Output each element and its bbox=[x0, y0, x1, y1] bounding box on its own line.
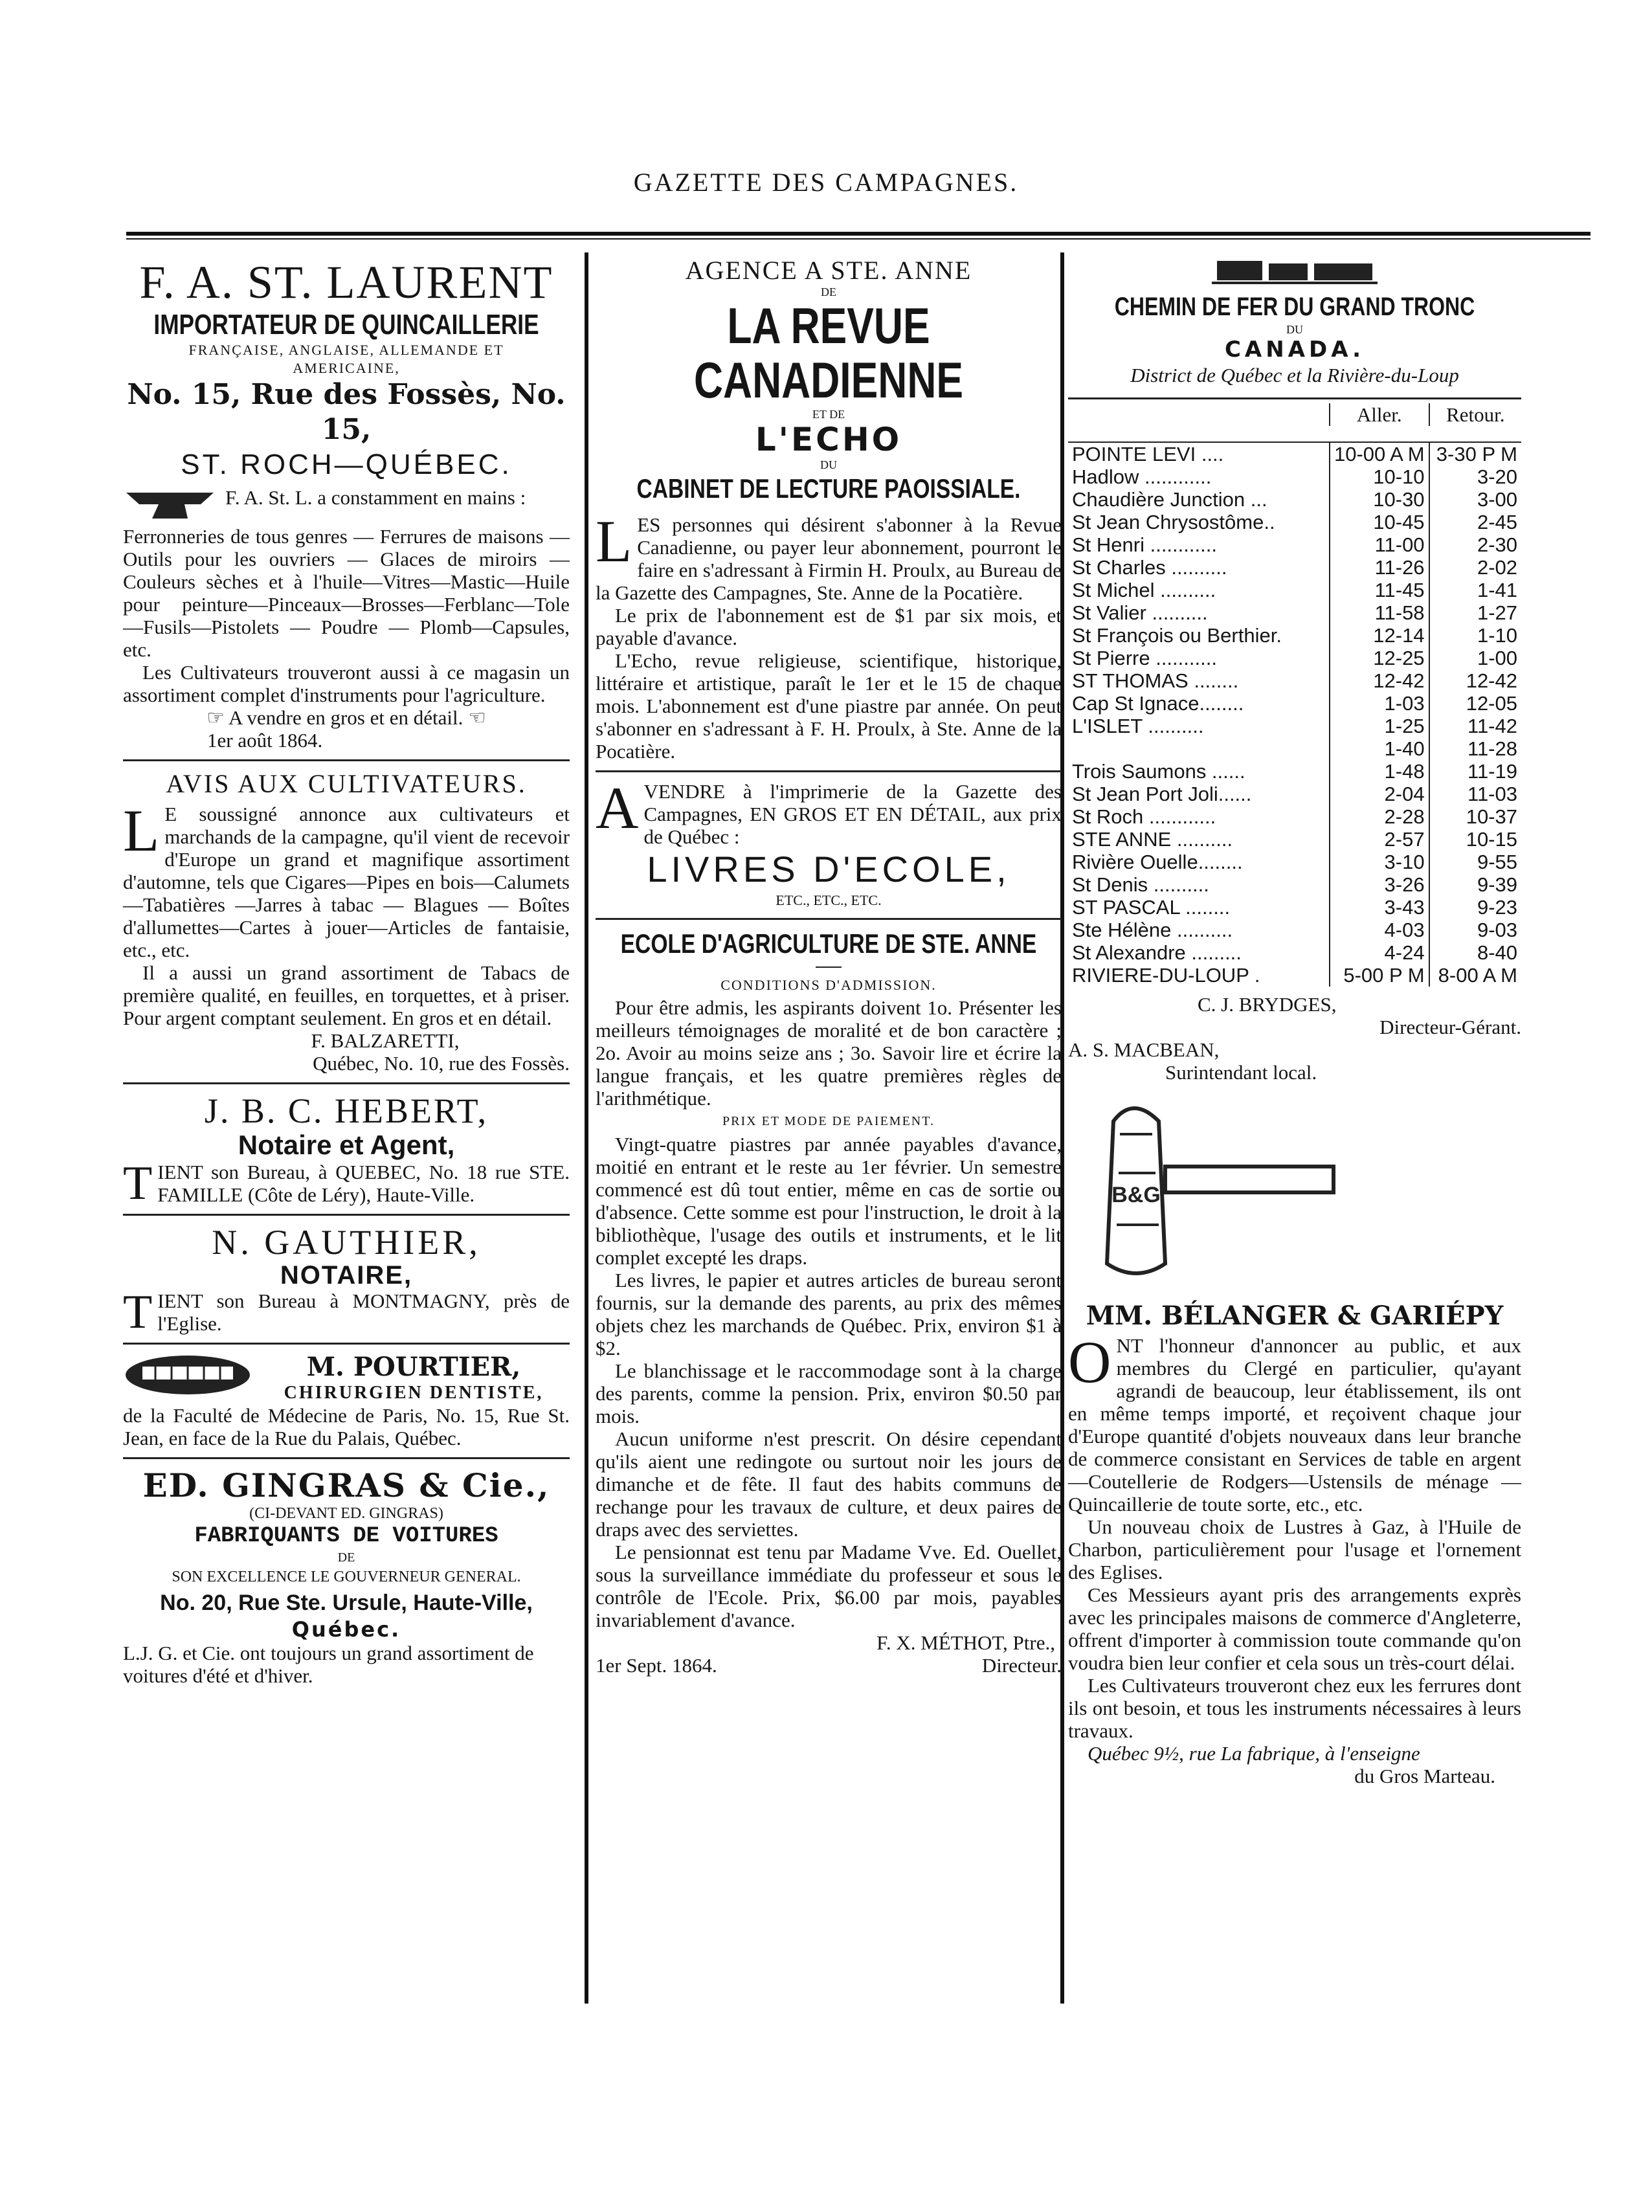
agence-du: DU bbox=[820, 458, 837, 471]
timetable-retour: 3-30 P M bbox=[1429, 442, 1521, 465]
agence-etde: ET DE bbox=[812, 408, 845, 421]
timetable-aller: 1-03 bbox=[1330, 692, 1429, 715]
timetable-retour: 3-00 bbox=[1429, 488, 1521, 511]
timetable-row bbox=[1068, 442, 1521, 465]
laurent-name: F. A. ST. LAURENT bbox=[139, 256, 553, 308]
divider bbox=[123, 1457, 570, 1459]
hebert-body bbox=[123, 1157, 570, 1210]
short-rule bbox=[816, 966, 842, 968]
timetable-station: Trois Saumons ...... bbox=[1072, 760, 1245, 783]
timetable-retour: 9-23 bbox=[1429, 896, 1521, 919]
livres-title: LIVRES D'ECOLE, bbox=[647, 849, 1010, 889]
column-2 bbox=[596, 256, 1062, 1677]
ecole-title: ECOLE D'AGRICULTURE DE STE. ANNE bbox=[620, 928, 1037, 959]
column-1 bbox=[123, 256, 570, 1687]
ecole-cond: Pour être admis, les aspirants doivent 1o. Présenter les meilleurs témoignages de moralité et de bon caractère ; 2o. Avoir au moins seize ans ; 3o. Savoir lire et écrire la langue français, et les quatre premières règles de l'arithmétique. bbox=[596, 996, 1062, 1110]
timetable-aller: 5-00 P M bbox=[1330, 964, 1429, 987]
timetable-row bbox=[1068, 873, 1521, 896]
timetable-retour: 8-40 bbox=[1429, 941, 1521, 964]
pourtier-name: M. POURTIER, bbox=[306, 1352, 521, 1382]
avis-address: Québec, No. 10, rue des Fossès. bbox=[313, 1052, 570, 1075]
timetable-retour: 12-42 bbox=[1429, 669, 1521, 692]
ecole-role: Directeur. bbox=[981, 1654, 1062, 1677]
timetable-retour: 11-42 bbox=[1429, 715, 1521, 737]
gingras-ad bbox=[123, 1467, 570, 1687]
divider bbox=[596, 770, 1062, 772]
timetable-station bbox=[1068, 737, 1330, 760]
avis-signature: F. BALZARETTI, bbox=[311, 1029, 460, 1052]
divider bbox=[123, 1082, 570, 1084]
timetable-row bbox=[1068, 669, 1521, 692]
gauthier-name: N. GAUTHIER, bbox=[212, 1223, 481, 1262]
hammer-icon bbox=[1068, 1095, 1340, 1290]
railway-role2: Surintendant local. bbox=[1165, 1061, 1317, 1084]
timetable-row bbox=[1068, 556, 1521, 579]
timetable-retour: 2-30 bbox=[1429, 533, 1521, 556]
timetable-station: St François ou Berthier. bbox=[1072, 624, 1282, 647]
anvil-icon bbox=[123, 486, 220, 525]
railway-sig2: A. S. MACBEAN, bbox=[1068, 1038, 1220, 1061]
timetable-retour: 11-19 bbox=[1429, 760, 1521, 783]
timetable-station: Ste Hélène .......... bbox=[1072, 919, 1233, 941]
railway-du: DU bbox=[1286, 323, 1303, 336]
livres-dropcap: A bbox=[596, 775, 639, 841]
timetable-header bbox=[1068, 403, 1521, 426]
avis-title: AVIS AUX CULTIVATEURS. bbox=[166, 769, 527, 798]
ecole-p4: Aucun uniforme n'est prescrit. On désire cependant qu'ils aient une redingote ou surtout noir les jours de dimanche et de fête. Il faut des habits communs de rechange pour les travaux de culture, et deux paires de draps avec des serviettes. bbox=[596, 1427, 1062, 1541]
timetable-aller: 11-45 bbox=[1330, 579, 1429, 601]
timetable-row bbox=[1068, 737, 1521, 760]
timetable-row bbox=[1068, 647, 1521, 669]
timetable-station: St Henri ............ bbox=[1072, 533, 1217, 556]
col-retour: Retour. bbox=[1429, 403, 1521, 426]
laurent-origin: FRANÇAISE, ANGLAISE, ALLEMANDE ET AMERICAINE, bbox=[188, 342, 504, 376]
gingras-address: No. 20, Rue Ste. Ursule, Haute-Ville, bbox=[160, 1591, 533, 1615]
timetable-station: Chaudière Junction ... bbox=[1072, 488, 1267, 511]
belanger-p4: Les Cultivateurs trouveront chez eux les ferrures dont ils ont besoin, et tous les instruments nécessaires à leurs travaux. bbox=[1068, 1674, 1521, 1742]
timetable-station: St Charles .......... bbox=[1072, 556, 1227, 579]
hammer-label: B&G bbox=[1111, 1183, 1161, 1207]
timetable-row bbox=[1068, 692, 1521, 715]
gingras-note: L.J. G. et Cie. ont toujours un grand assortiment de voitures d'été et d'hiver. bbox=[123, 1642, 534, 1687]
timetable-retour: 9-03 bbox=[1429, 919, 1521, 941]
gingras-former: (CI-DEVANT ED. GINGRAS) bbox=[249, 1505, 443, 1522]
ecole-date: 1er Sept. 1864. bbox=[596, 1654, 717, 1677]
hebert-text: IENT son Bureau, à QUEBEC, No. 18 rue STE. FAMILLE (Côte de Léry), Haute-Ville. bbox=[157, 1161, 570, 1206]
laurent-sale-line bbox=[123, 706, 570, 729]
railway-district: District de Québec et la Rivière-du-Loup bbox=[1130, 364, 1459, 386]
belanger-address: Québec 9½, rue La fabrique, à l'enseigne bbox=[1088, 1742, 1420, 1765]
laurent-address: No. 15, Rue des Fossès, No. 15, bbox=[127, 378, 566, 446]
timetable-station: St Jean Chrysostôme.. bbox=[1072, 511, 1275, 533]
gingras-name: ED. GINGRAS & Cie., bbox=[142, 1466, 550, 1504]
timetable-station: St Jean Port Joli...... bbox=[1072, 783, 1252, 805]
gingras-city: Québec. bbox=[291, 1617, 401, 1642]
belanger-dropcap: O bbox=[1068, 1329, 1111, 1395]
timetable-aller: 10-45 bbox=[1330, 511, 1429, 533]
gauthier-body bbox=[123, 1286, 570, 1339]
timetable-retour: 1-00 bbox=[1429, 647, 1521, 669]
agence-echo-text: L'Echo, revue religieuse, scientifique, historique, littéraire et artistique, paraît le 1er et le 15 de chaque mois. L'abonnement est d'une piastre par année. On peut s'abonner en s'adressant à F. H. Proulx, à Ste. Anne de la Pocatière. bbox=[596, 649, 1062, 763]
agence-dropcap: L bbox=[596, 508, 632, 574]
avis-text-2: Il a aussi un grand assortiment de Tabacs de première qualité, en feuilles, en torquettes, et à priser. Pour argent comptant seulement. En gros et en détail. bbox=[123, 961, 570, 1029]
masthead-rule-thin bbox=[126, 238, 1591, 240]
timetable-aller: 2-57 bbox=[1330, 828, 1429, 851]
gingras-de: DE bbox=[337, 1550, 355, 1565]
timetable-station: St Valier .......... bbox=[1072, 601, 1208, 624]
column-divider-1 bbox=[585, 252, 588, 2004]
divider bbox=[123, 1214, 570, 1216]
belanger-p3: Ces Messieurs ayant pris des arrangements exprès avec les principales maisons de commerce d'Angleterre, offrent d'importer à commission toute commande qu'on voudra bien leur confier et cela sous un très-court délai. bbox=[1068, 1583, 1521, 1674]
belanger-address2: du Gros Marteau. bbox=[1354, 1765, 1495, 1787]
timetable-aller: 11-58 bbox=[1330, 601, 1429, 624]
railway-sig1: C. J. BRYDGES, bbox=[1198, 993, 1337, 1016]
timetable-aller: 1-25 bbox=[1330, 715, 1429, 737]
timetable-station: St Michel .......... bbox=[1072, 579, 1216, 601]
timetable-row bbox=[1068, 851, 1521, 873]
timetable-aller: 11-00 bbox=[1330, 533, 1429, 556]
col-aller: Aller. bbox=[1330, 403, 1429, 426]
pourtier-text: de la Faculté de Médecine de Paris, No. 15, Rue St. Jean, en face de la Rue du Palais, Québec. bbox=[123, 1404, 570, 1449]
railway-title: CHEMIN DE FER DU GRAND TRONC bbox=[1114, 293, 1475, 321]
timetable-row bbox=[1068, 715, 1521, 737]
agence-revue: LA REVUE CANADIENNE bbox=[693, 297, 964, 408]
timetable-retour: 11-03 bbox=[1429, 783, 1521, 805]
masthead: GAZETTE DES CAMPAGNES. bbox=[633, 168, 1019, 197]
timetable-row bbox=[1068, 624, 1521, 647]
avis-body bbox=[123, 798, 570, 1075]
laurent-ad bbox=[123, 256, 570, 482]
railway-country: CANADA. bbox=[1224, 337, 1365, 363]
timetable-station: Cap St Ignace........ bbox=[1072, 692, 1244, 715]
timetable-retour: 2-02 bbox=[1429, 556, 1521, 579]
hebert-title: Notaire et Agent, bbox=[238, 1130, 455, 1160]
timetable-row bbox=[1068, 760, 1521, 783]
dentures-icon bbox=[123, 1352, 252, 1398]
timetable-station: St Pierre ........... bbox=[1072, 647, 1217, 669]
laurent-trade: IMPORTATEUR DE QUINCAILLERIE bbox=[153, 309, 539, 341]
ecole-p5: Le pensionnat est tenu par Madame Vve. Ed. Ouellet, sous la surveillance immédiate du professeur et sous le contrôle de l'Ecole. Prix, $6.00 par mois, payables invariablement d'avance. bbox=[596, 1541, 1062, 1631]
gauthier-dropcap: T bbox=[123, 1286, 153, 1339]
railway-ad bbox=[1068, 256, 1521, 388]
pourtier-title: CHIRURGIEN DENTISTE, bbox=[284, 1383, 544, 1403]
timetable-aller: 12-25 bbox=[1330, 647, 1429, 669]
timetable-aller: 3-43 bbox=[1330, 896, 1429, 919]
timetable-row bbox=[1068, 941, 1521, 964]
ecole-p3: Le blanchissage et le raccommodage sont à la charge des parents, comme la pension. Prix, environ $0.50 par mois. bbox=[596, 1359, 1062, 1427]
agence-title: AGENCE A STE. ANNE bbox=[685, 256, 972, 285]
timetable-row bbox=[1068, 896, 1521, 919]
timetable-aller: 3-10 bbox=[1330, 851, 1429, 873]
timetable-retour: 1-10 bbox=[1429, 624, 1521, 647]
laurent-city: ST. ROCH—QUÉBEC. bbox=[181, 449, 512, 480]
avis-dropcap: L bbox=[123, 798, 160, 864]
timetable-station: St Denis .......... bbox=[1072, 873, 1209, 896]
pointing-hand-icon: ☞ bbox=[206, 706, 225, 729]
timetable-row bbox=[1068, 964, 1521, 987]
timetable-aller: 3-26 bbox=[1330, 873, 1429, 896]
timetable-retour: 9-55 bbox=[1429, 851, 1521, 873]
timetable-aller: 12-42 bbox=[1330, 669, 1429, 692]
belanger-body bbox=[1068, 1329, 1521, 1787]
agence-cabinet: CABINET DE LECTURE PAOISSIALE. bbox=[636, 473, 1021, 504]
timetable-row bbox=[1068, 465, 1521, 488]
agence-echo: L'ECHO bbox=[755, 421, 902, 458]
timetable-aller: 2-28 bbox=[1330, 805, 1429, 828]
timetable-station: St Alexandre ......... bbox=[1072, 941, 1242, 964]
timetable-retour: 12-05 bbox=[1429, 692, 1521, 715]
timetable-row bbox=[1068, 488, 1521, 511]
timetable-aller: 11-26 bbox=[1330, 556, 1429, 579]
divider bbox=[596, 918, 1062, 920]
laurent-date: 1er août 1864. bbox=[207, 729, 323, 752]
laurent-intro: F. A. St. L. a constamment en mains : bbox=[225, 486, 526, 509]
ecole-prix-title: PRIX ET MODE DE PAIEMENT. bbox=[722, 1114, 935, 1128]
timetable-row bbox=[1068, 533, 1521, 556]
livres-etc: ETC., ETC., ETC. bbox=[776, 892, 882, 908]
locomotive-icon bbox=[1211, 256, 1379, 288]
ecole-cond-title: CONDITIONS D'ADMISSION. bbox=[720, 977, 937, 993]
timetable-aller: 1-48 bbox=[1330, 760, 1429, 783]
timetable-row bbox=[1068, 601, 1521, 624]
agence-price: Le prix de l'abonnement est de $1 par six mois, et payable d'avance. bbox=[596, 604, 1062, 649]
timetable-station: POINTE LEVI .... bbox=[1072, 443, 1224, 465]
timetable-station: Hadlow ............ bbox=[1072, 465, 1212, 488]
column-3 bbox=[1068, 256, 1521, 1787]
timetable-aller: 2-04 bbox=[1330, 783, 1429, 805]
divider bbox=[1068, 397, 1521, 399]
timetable-retour: 9-39 bbox=[1429, 873, 1521, 896]
timetable-station: ST THOMAS ........ bbox=[1072, 669, 1239, 692]
pourtier-ad bbox=[123, 1352, 570, 1449]
belanger-p1: NT l'honneur d'annoncer au public, et aux membres du Clergé en particulier, qu'ayant agrandi de beaucoup, leur établissement, ils ont en même temps importé, et reçoivent chaque jour d'Europe quantité d'objets nouveaux dans leur branche de commerce consistant en Services de table en argent—Coutellerie de Rodgers—Ustensils de ménage — Quincaillerie de toute sorte, etc., etc. bbox=[1068, 1334, 1521, 1515]
railway-signatures bbox=[1068, 993, 1521, 1084]
timetable-station: ST PASCAL ........ bbox=[1072, 896, 1231, 919]
timetable-station: STE ANNE .......... bbox=[1072, 828, 1233, 851]
timetable-station: St Roch ............ bbox=[1072, 805, 1216, 828]
timetable-row bbox=[1068, 828, 1521, 851]
agence-body bbox=[596, 508, 1062, 763]
divider bbox=[123, 1343, 570, 1345]
timetable-aller: 10-00 A M bbox=[1330, 442, 1429, 465]
timetable-aller: 12-14 bbox=[1330, 624, 1429, 647]
ecole-signature: F. X. MÉTHOT, Ptre., bbox=[876, 1631, 1055, 1654]
timetable-aller: 4-03 bbox=[1330, 919, 1429, 941]
timetable-row bbox=[1068, 783, 1521, 805]
belanger-p2: Un nouveau choix de Lustres à Gaz, à l'Huile de Charbon, particulièrement pour l'usage et l'ornement des Eglises. bbox=[1068, 1515, 1521, 1583]
ecole-date-line bbox=[596, 1654, 1062, 1677]
belanger-title: MM. BÉLANGER & GARIÉPY bbox=[1086, 1301, 1504, 1331]
masthead-rule bbox=[126, 232, 1591, 236]
gauthier-title: NOTAIRE, bbox=[280, 1261, 413, 1290]
timetable-retour: 3-20 bbox=[1429, 465, 1521, 488]
agence-de: DE bbox=[821, 285, 836, 298]
timetable-station: L'ISLET .......... bbox=[1072, 715, 1204, 737]
timetable-row bbox=[1068, 919, 1521, 941]
gauthier-text: IENT son Bureau à MONTMAGNY, près de l'Eglise. bbox=[157, 1290, 570, 1335]
timetable-aller: 10-10 bbox=[1330, 465, 1429, 488]
railway-role1: Directeur-Gérant. bbox=[1379, 1016, 1521, 1038]
livres-ad bbox=[596, 775, 1062, 848]
ecole-body bbox=[596, 996, 1062, 1677]
timetable-retour: 1-41 bbox=[1429, 579, 1521, 601]
avis-text: E soussigné annonce aux cultivateurs et marchands de la campagne, qu'il vient de recevoir d'Europe un grand et magnifique assortiment d'automne, tels que Cigares—Pipes en bois—Calumets—Tabatières —Jarres à tabac — Blagues — Boîtes d'allumettes—Cartes à jouer—Articles de fantaisie, etc., etc. bbox=[123, 803, 570, 961]
timetable-aller: 10-30 bbox=[1330, 488, 1429, 511]
hebert-name: J. B. C. HEBERT, bbox=[204, 1091, 489, 1130]
timetable-row bbox=[1068, 511, 1521, 533]
laurent-goods: Ferronneries de tous genres — Ferrures de maisons — Outils pour les ouvriers — Glaces de miroirs — Couleurs sèches et à l'huile—Vitres—Mastic—Huile pour peinture—Pinceaux—Brosses—Ferblanc—Tole —Fusils—Pistolets — Poudre — Plomb—Capsules, etc. bbox=[123, 525, 570, 661]
timetable-retour: 11-28 bbox=[1429, 737, 1521, 760]
pointing-hand-left-icon: ☜ bbox=[468, 706, 486, 729]
ecole-p2: Les livres, le papier et autres articles de bureau seront fournis, sur la demande des parents, au prix des mêmes objets chez les marchands de Québec. Prix, environ $1 à $2. bbox=[596, 1269, 1062, 1359]
timetable-retour: 2-45 bbox=[1429, 511, 1521, 533]
gingras-trade: FABRIQUANTS DE VOITURES bbox=[194, 1524, 498, 1548]
ecole-p1: Vingt-quatre piastres par année payables d'avance, moitié en entrant et le reste au 1er février. Un semestre commencé est dû tout entier, même en cas de sortie ou d'absence. Cette somme est pour l'instruction, le droit à la bibliothèque, l'usage des outils et instruments, et le lit complet excepté les draps. bbox=[596, 1133, 1062, 1269]
timetable-aller: 1-40 bbox=[1330, 737, 1429, 760]
timetable-aller: 4-24 bbox=[1330, 941, 1429, 964]
livres-intro: VENDRE à l'imprimerie de la Gazette des Campagnes, EN GROS ET EN DÉTAIL, aux prix de Québec : bbox=[643, 780, 1062, 848]
timetable-row bbox=[1068, 805, 1521, 828]
timetable-row bbox=[1068, 579, 1521, 601]
agence-ad bbox=[596, 256, 1062, 506]
timetable-retour: 10-15 bbox=[1429, 828, 1521, 851]
gingras-patron: SON EXCELLENCE LE GOUVERNEUR GENERAL. bbox=[172, 1569, 521, 1585]
agence-text: ES personnes qui désirent s'abonner à la Revue Canadienne, ou payer leur abonnement, pourront le faire en s'adressant à Firmin H. Proulx, au Bureau de la Gazette des Campagnes, Ste. Anne de la Pocatière. bbox=[596, 513, 1062, 604]
timetable-body bbox=[1068, 442, 1521, 987]
timetable bbox=[1068, 403, 1521, 987]
laurent-note: Les Cultivateurs trouveront aussi à ce magasin un assortiment complet d'instruments pour l'agriculture. bbox=[123, 661, 570, 706]
timetable-station: RIVIERE-DU-LOUP . bbox=[1072, 964, 1260, 987]
laurent-sale: A vendre en gros et en détail. bbox=[228, 706, 463, 729]
timetable-retour: 1-27 bbox=[1429, 601, 1521, 624]
timetable-retour: 10-37 bbox=[1429, 805, 1521, 828]
hebert-dropcap: T bbox=[123, 1157, 153, 1210]
divider bbox=[123, 759, 570, 761]
timetable-retour: 8-00 A M bbox=[1429, 964, 1521, 987]
timetable-station: Rivière Ouelle........ bbox=[1072, 851, 1243, 873]
